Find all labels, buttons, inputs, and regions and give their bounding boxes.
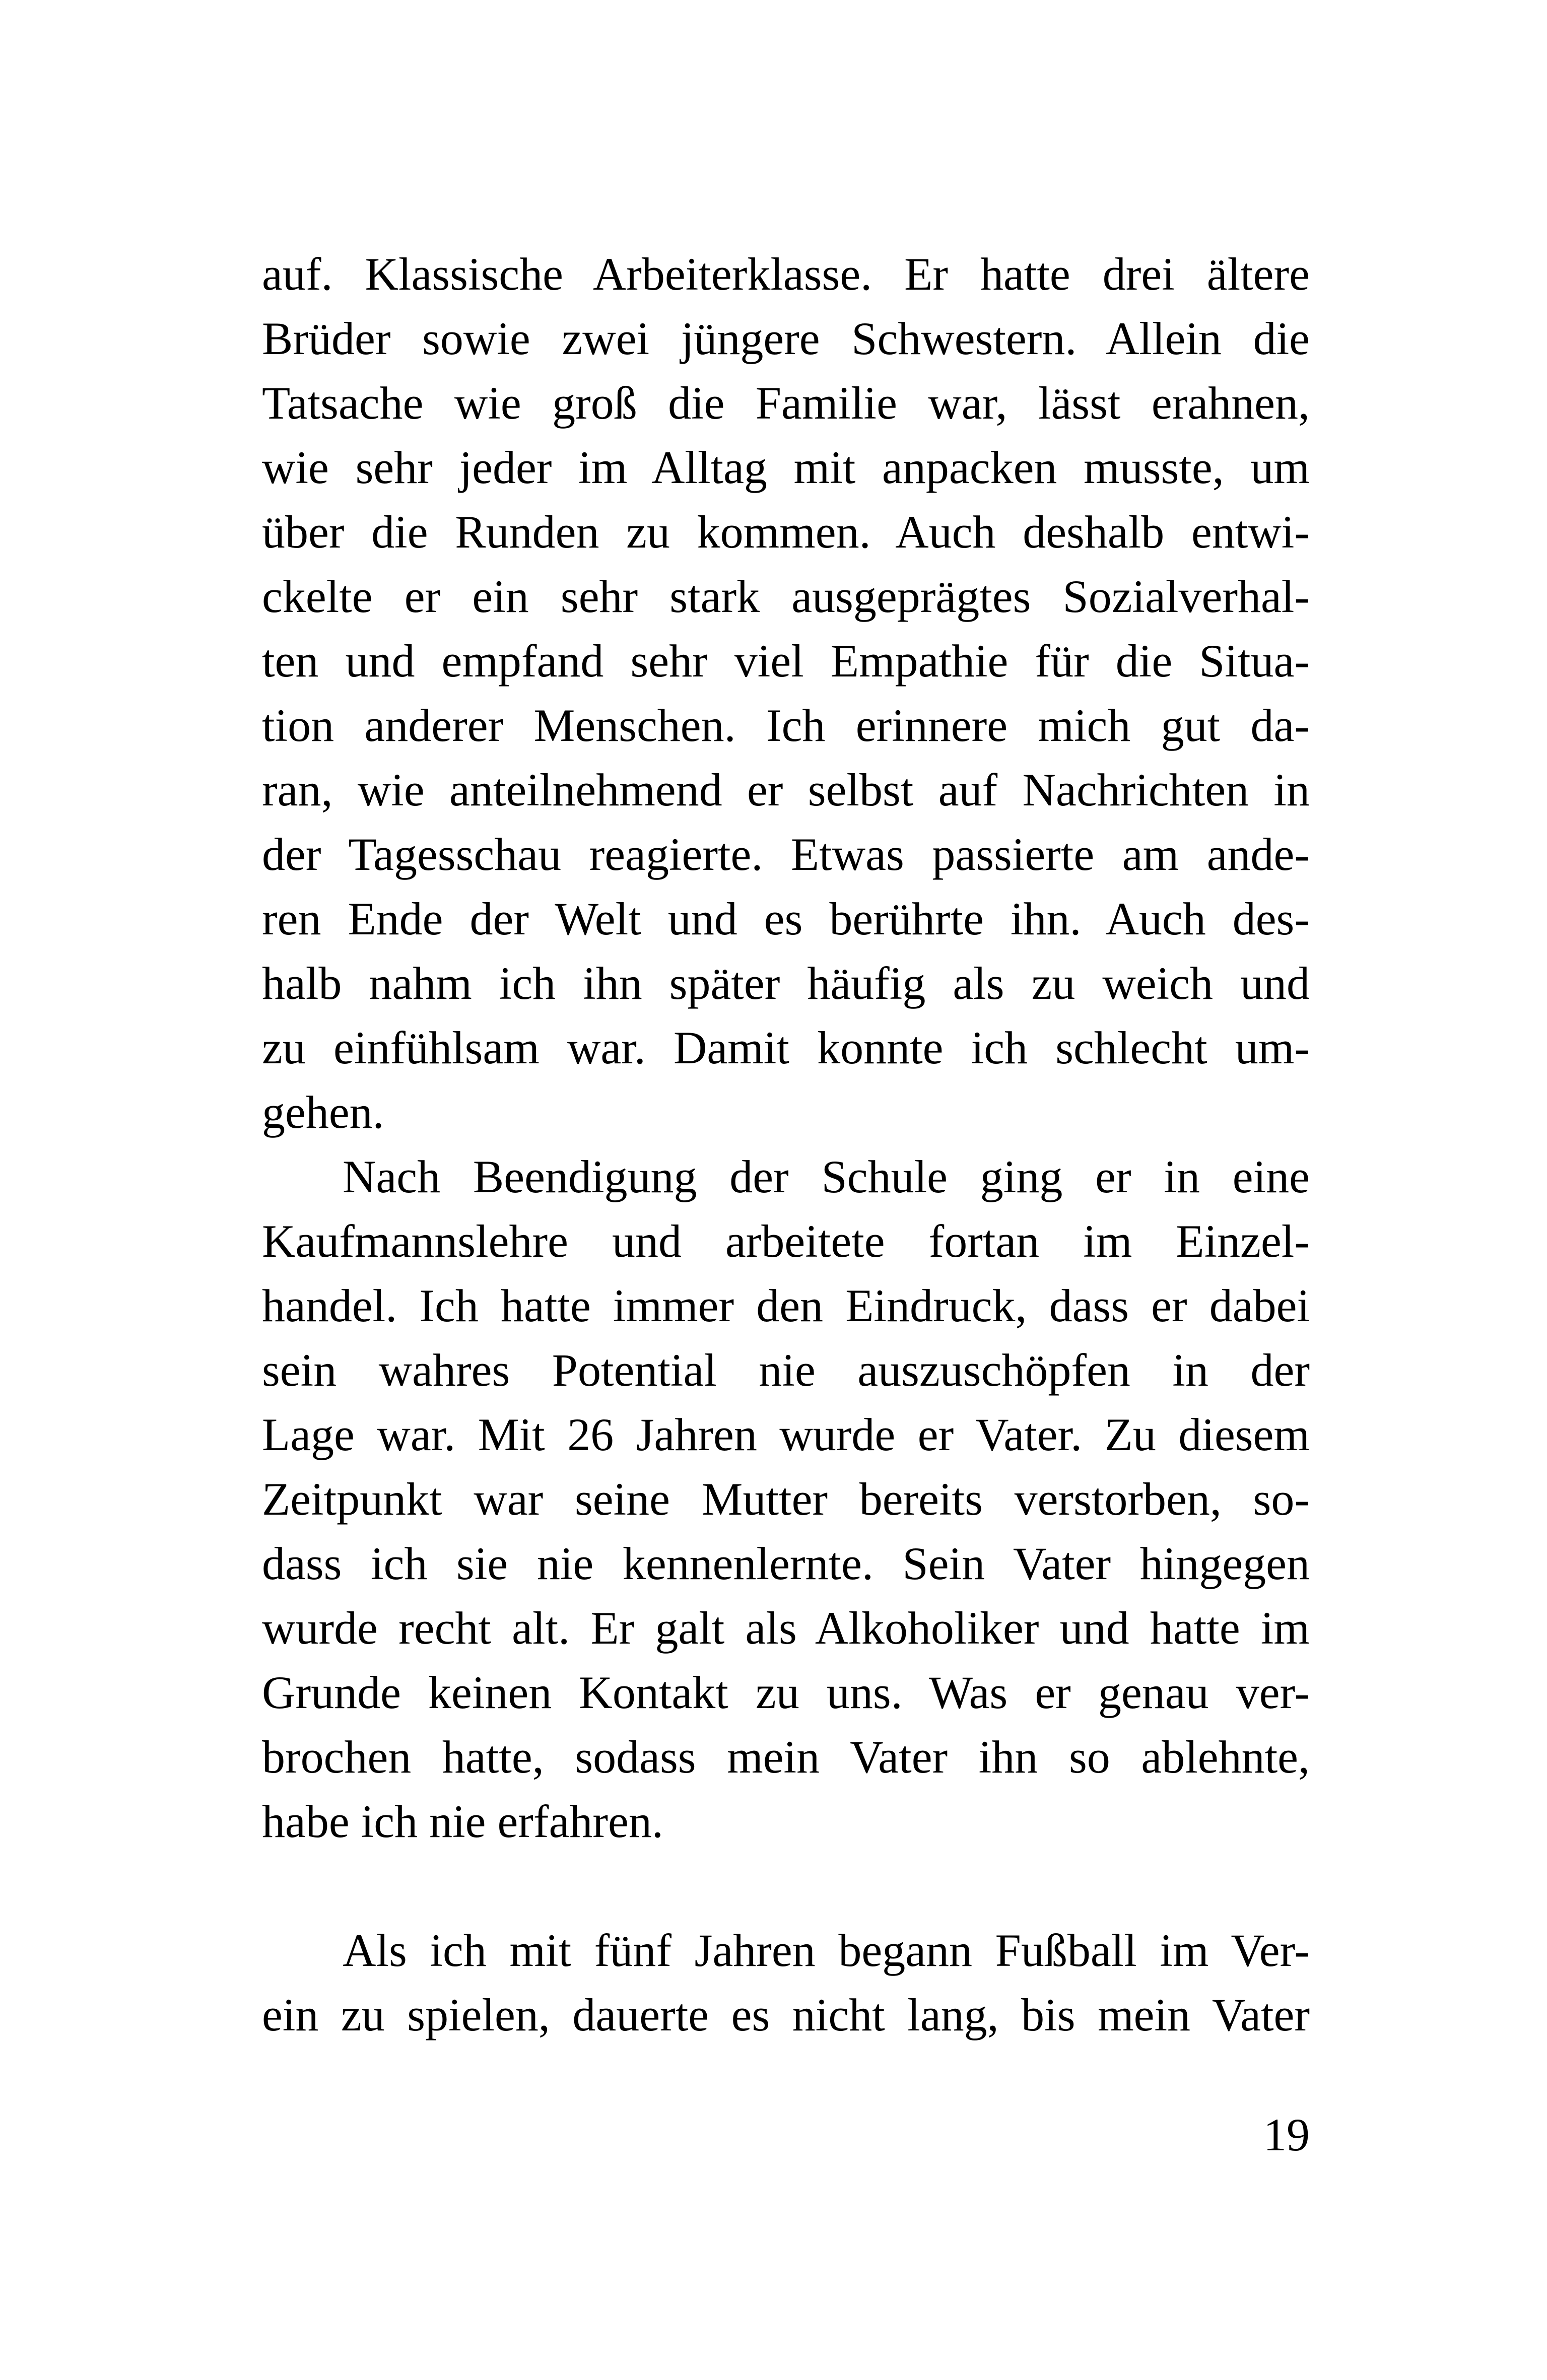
text-line: tion anderer Menschen. Ich erinnere mich gut da- — [262, 700, 1310, 751]
text-line: Als ich mit fünf Jahren begann Fußball im Ver- — [343, 1925, 1310, 1976]
text-line: ein zu spielen, dauerte es nicht lang, bis mein Vater — [262, 1989, 1310, 2041]
text-line: gehen. — [262, 1086, 384, 1138]
text-line: Nach Beendigung der Schule ging er in eine — [343, 1151, 1310, 1202]
text-line: Kaufmannslehre und arbeitete fortan im Einzel- — [262, 1215, 1310, 1267]
text-line: halb nahm ich ihn später häufig als zu weich und — [262, 958, 1310, 1009]
paragraph — [262, 1918, 1310, 2047]
text-line: Brüder sowie zwei jüngere Schwestern. Allein die — [262, 313, 1310, 364]
text-line: der Tagesschau reagierte. Etwas passierte am ande- — [262, 829, 1310, 880]
text-line: handel. Ich hatte immer den Eindruck, dass er dabei — [262, 1280, 1310, 1331]
page-number: 19 — [1263, 2109, 1310, 2160]
text-line: wie sehr jeder im Alltag mit anpacken musste, um — [262, 442, 1310, 493]
paragraph — [262, 1144, 1310, 1854]
text-line: ten und empfand sehr viel Empathie für die Situa- — [262, 635, 1310, 687]
text-line: ckelte er ein sehr stark ausgeprägtes Sozialverhal- — [262, 571, 1310, 622]
text-line: ran, wie anteilnehmend er selbst auf Nachrichten in — [262, 764, 1310, 815]
text-line: Lage war. Mit 26 Jahren wurde er Vater. Zu diesem — [262, 1409, 1310, 1460]
text-line: Tatsache wie groß die Familie war, lässt erahnen, — [262, 377, 1310, 429]
text-line: auf. Klassische Arbeiterklasse. Er hatte drei ältere — [262, 248, 1310, 300]
text-block — [262, 242, 1310, 2047]
text-line: habe ich nie erfahren. — [262, 1796, 663, 1847]
text-line: Zeitpunkt war seine Mutter bereits verstorben, so- — [262, 1473, 1310, 1525]
text-line: über die Runden zu kommen. Auch deshalb entwi- — [262, 506, 1310, 558]
text-line: wurde recht alt. Er galt als Alkoholiker und hatte im — [262, 1602, 1310, 1654]
text-line: brochen hatte, sodass mein Vater ihn so ablehnte, — [262, 1731, 1310, 1783]
text-line: Grunde keinen Kontakt zu uns. Was er genau ver- — [262, 1667, 1310, 1718]
text-line: dass ich sie nie kennenlernte. Sein Vater hingegen — [262, 1538, 1310, 1589]
text-line: sein wahres Potential nie auszuschöpfen in der — [262, 1344, 1310, 1396]
text-line: ren Ende der Welt und es berührte ihn. Auch des- — [262, 893, 1310, 944]
paragraph — [262, 242, 1310, 1144]
text-line: zu einfühlsam war. Damit konnte ich schlecht um- — [262, 1022, 1310, 1073]
